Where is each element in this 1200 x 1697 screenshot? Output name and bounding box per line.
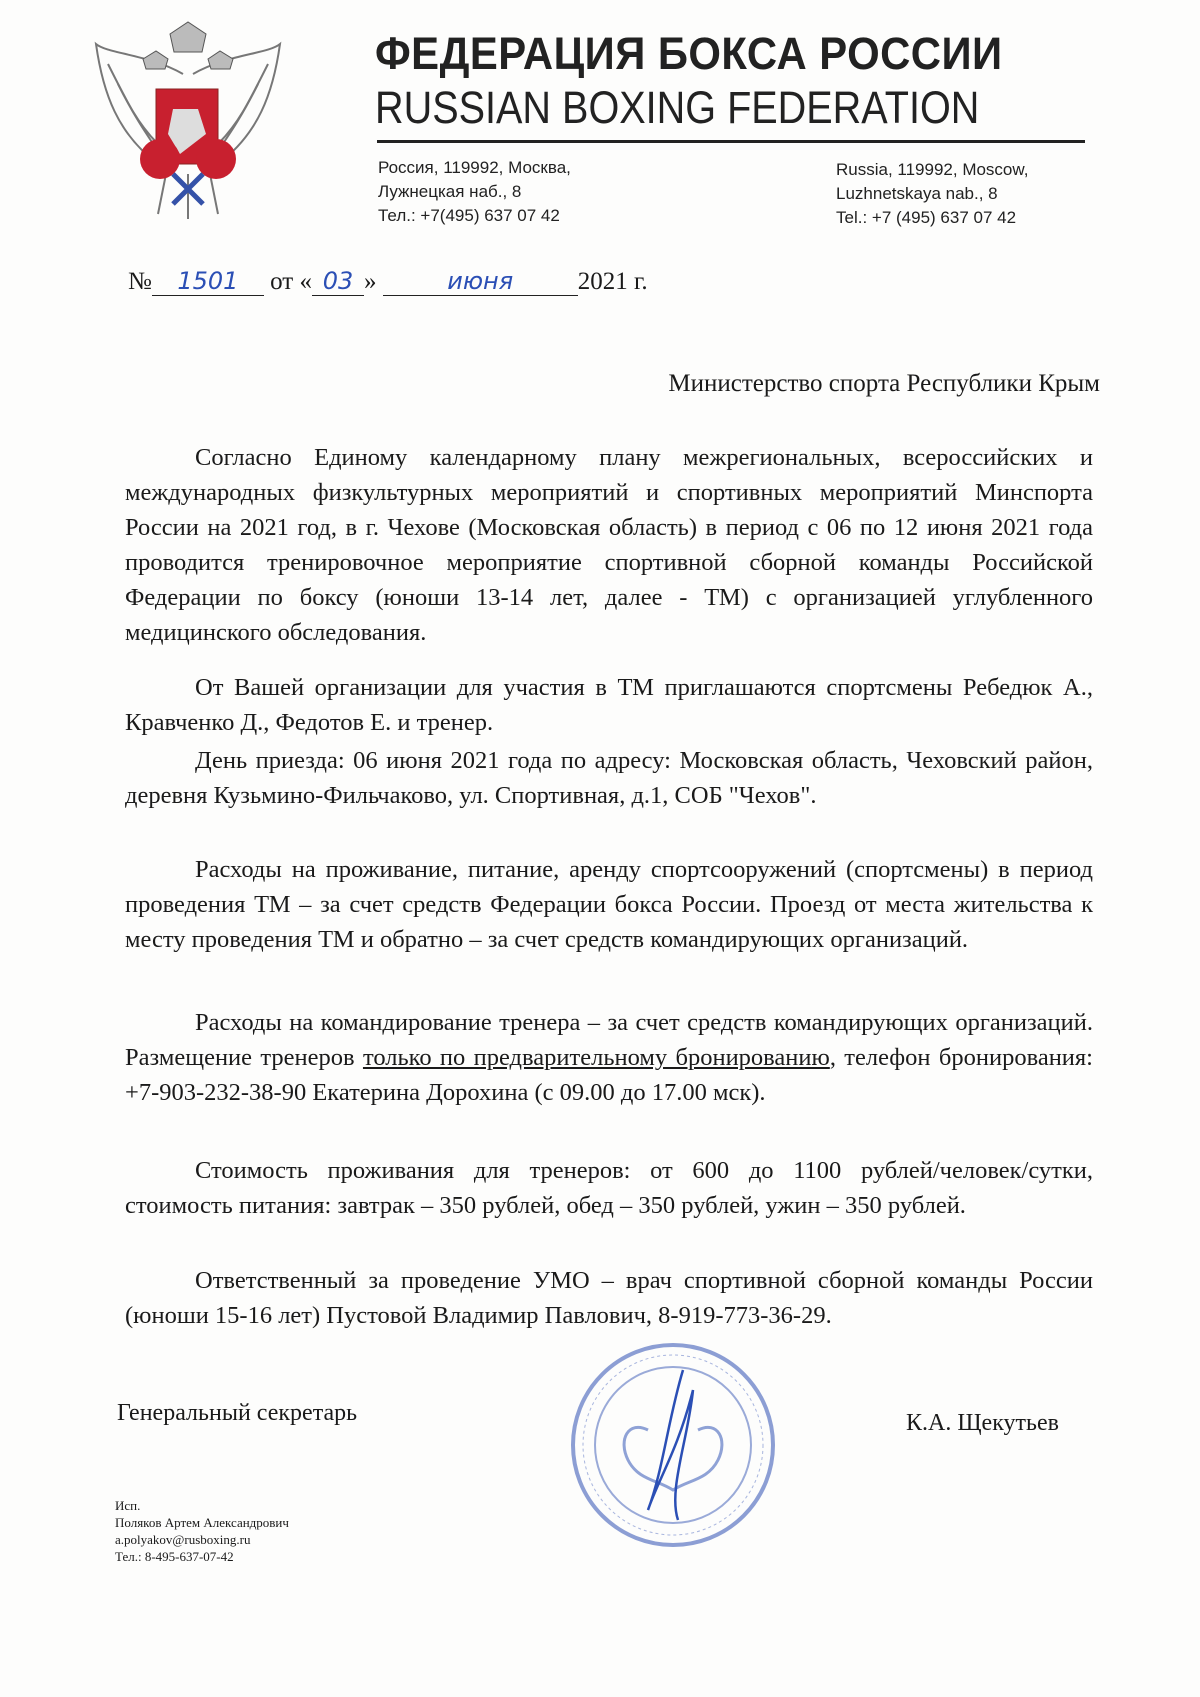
- address-en: [836, 158, 1028, 230]
- executor-name: Поляков Артем Александрович: [115, 1515, 289, 1530]
- executor-phone: Тел.: 8-495-637-07-42: [115, 1549, 234, 1564]
- letter-month: июня: [383, 267, 578, 296]
- address-en-line: Tel.: +7 (495) 637 07 42: [836, 208, 1017, 227]
- number-label: №: [128, 268, 152, 295]
- paragraph-text: Расходы на командирование тренера – за счет средств командирующих организаций. Размещение тренеров: [125, 1009, 1093, 1071]
- federation-emblem-icon: [88, 14, 288, 224]
- address-ru-line: Россия, 119992, Москва,: [378, 158, 571, 177]
- paragraph: Согласно Единому календарному плану межрегиональных, всероссийских и международных физкультурных мероприятий и спортивных мероприятий Минспорта России на 2021 год, в г. Чехове (Московская область) в период с 06 по 12 июня 2021 года проводится тренировочное мероприятие спортивной сборной команды Российской Федерации по боксу (юноши 13-14 лет, далее - ТМ) с организацией углубленного медицинского обследования.: [125, 444, 1093, 646]
- executor-email: a.polyakov@rusboxing.ru: [115, 1532, 251, 1547]
- organization-stamp-icon: [568, 1340, 778, 1550]
- addressee: Министерство спорта Республики Крым: [668, 370, 1100, 397]
- paragraph: [125, 1005, 1093, 1110]
- executor-block: [115, 1497, 289, 1565]
- letterhead-divider: [377, 140, 1085, 143]
- address-en-line: Luzhnetskaya nab., 8: [836, 184, 998, 203]
- address-ru: [378, 156, 571, 228]
- quote-close: »: [363, 268, 377, 295]
- letter-year: 2021 г.: [577, 268, 648, 295]
- paragraph-text: , телефон бронирования: +7-903-232-38-90 Екатерина Дорохина (с 09.00 до 17.00 мск).: [125, 1044, 1093, 1106]
- address-ru-line: Лужнецкая наб., 8: [378, 182, 522, 201]
- paragraph: От Вашей организации для участия в ТМ приглашаются спортсмены Ребедюк А., Кравченко Д., Федотов Е. и тренер.: [125, 674, 1093, 736]
- address-ru-line: Тел.: +7(495) 637 07 42: [378, 206, 560, 225]
- paragraph: Расходы на проживание, питание, аренду спортсооружений (спортсмены) в период проведения ТМ – за счет средств Федерации бокса России. Проезд от места жительства к месту проведения ТМ и обратно – за счет средств командирующих организаций.: [125, 856, 1093, 953]
- paragraph: Стоимость проживания для тренеров: от 600 до 1100 рублей/человек/сутки, стоимость питания: завтрак – 350 рублей, обед – 350 рублей, ужин – 350 рублей.: [125, 1157, 1093, 1219]
- reference-line: [128, 267, 648, 296]
- signatory-position: Генеральный секретарь: [117, 1400, 358, 1426]
- letter-day: 03: [312, 267, 364, 296]
- paragraph-underlined-text: только по предварительному бронированию: [362, 1044, 830, 1071]
- from-label: от «: [270, 268, 312, 295]
- letterhead-title-en: RUSSIAN BOXING FEDERATION: [375, 82, 980, 133]
- letterhead-title-ru: ФЕДЕРАЦИЯ БОКСА РОССИИ: [375, 28, 1003, 79]
- paragraph: День приезда: 06 июня 2021 года по адресу: Московская область, Чеховский район, деревня Кузьмино-Фильчаково, ул. Спортивная, д.1, СОБ "Чехов".: [125, 747, 1093, 809]
- paragraph: Ответственный за проведение УМО – врач спортивной сборной команды России (юноши 15-16 лет) Пустовой Владимир Павлович, 8-919-773-36-29.: [125, 1267, 1093, 1329]
- signatory-name: К.А. Щекутьев: [906, 1410, 1059, 1436]
- letter-number: 1501: [152, 267, 264, 296]
- executor-label: Исп.: [115, 1498, 141, 1513]
- address-en-line: Russia, 119992, Moscow,: [836, 160, 1029, 179]
